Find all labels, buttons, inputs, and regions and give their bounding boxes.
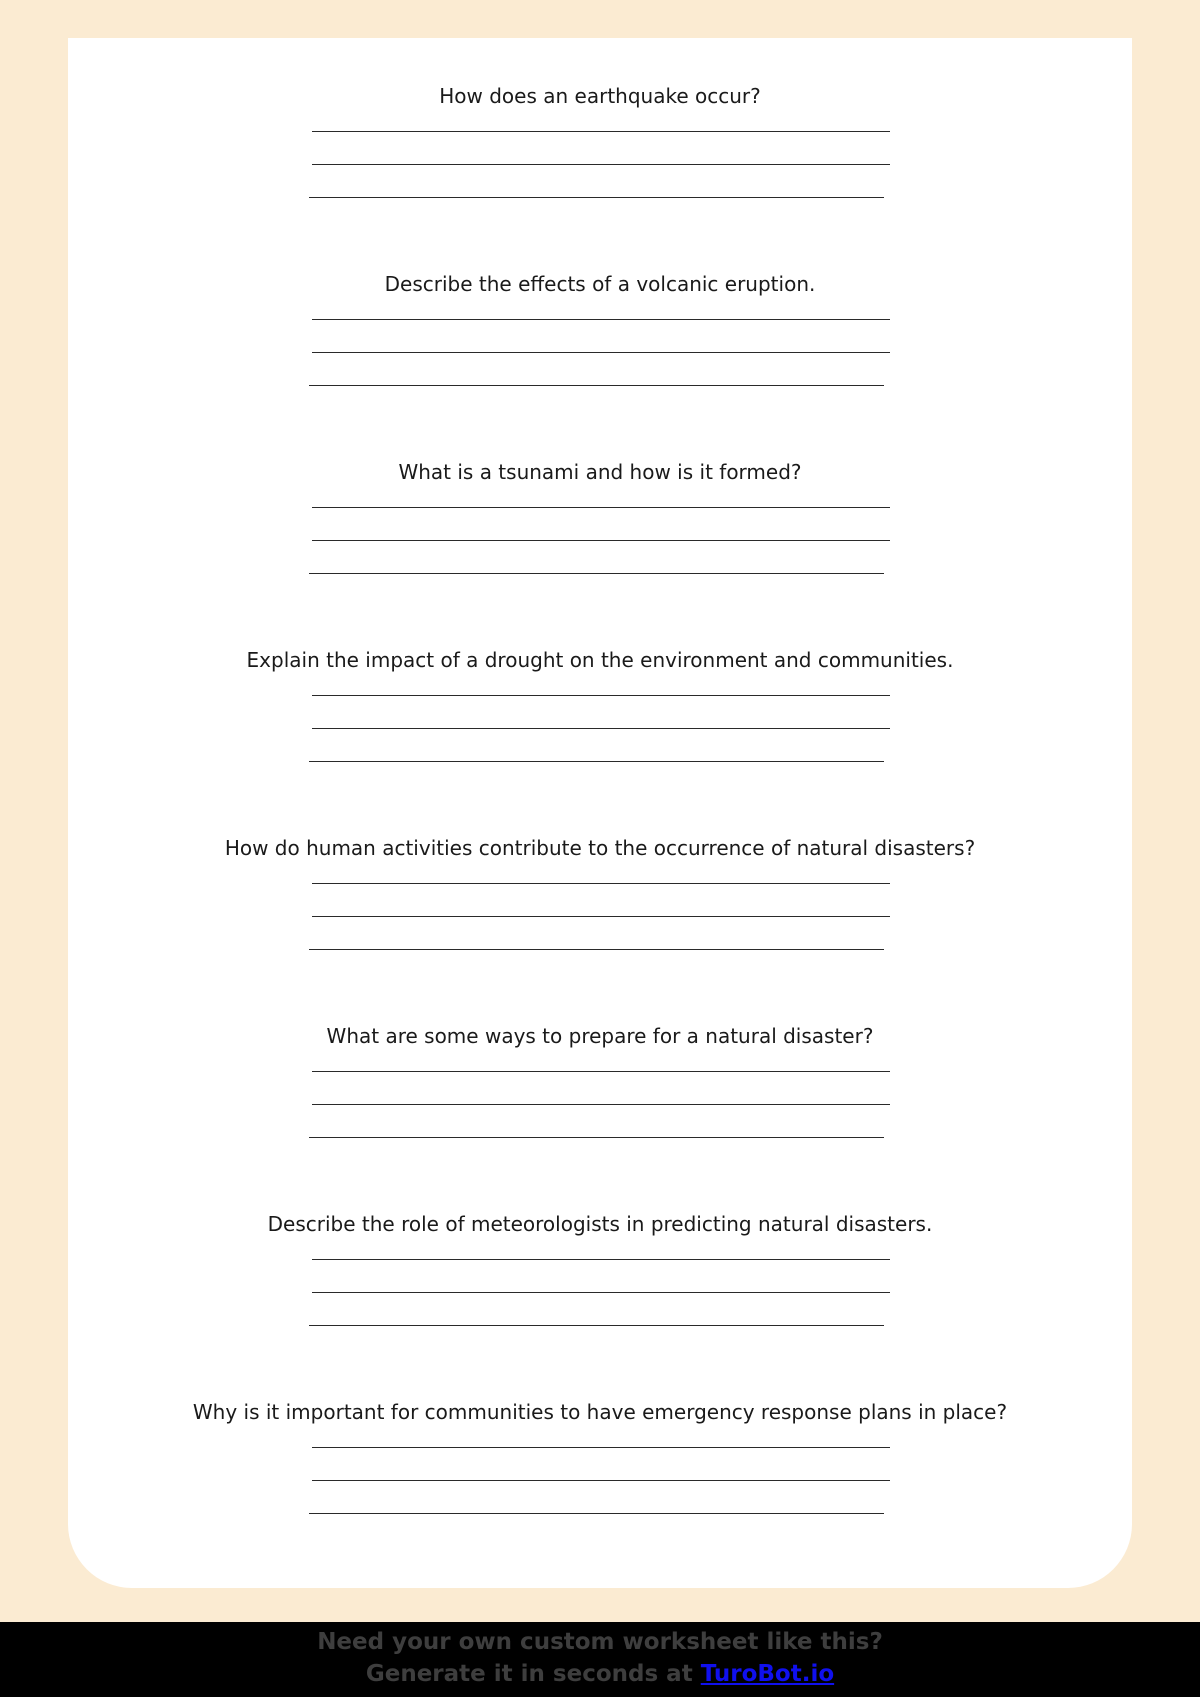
answer-line [309, 1513, 884, 1514]
answer-line [312, 352, 890, 353]
worksheet-sheet [68, 38, 1132, 1588]
answer-line [312, 164, 890, 165]
question-block [68, 1400, 1132, 1424]
answer-line [312, 1480, 890, 1481]
promo-footer [0, 1622, 1200, 1697]
answer-line [312, 507, 890, 508]
answer-line [312, 728, 890, 729]
answer-line [309, 1325, 884, 1326]
answer-line [312, 1292, 890, 1293]
question-text: Why is it important for communities to have emergency response plans in place? [192, 1400, 1008, 1424]
answer-line [312, 540, 890, 541]
answer-line [309, 1137, 884, 1138]
answer-line [312, 916, 890, 917]
answer-line [309, 385, 884, 386]
answer-line [309, 761, 884, 762]
answer-line [312, 1447, 890, 1448]
footer-promo-text: Need your own custom worksheet like this? [317, 1629, 883, 1655]
footer-cta-line [0, 1658, 1200, 1690]
question-text: How do human activities contribute to the occurrence of natural disasters? [224, 836, 976, 860]
answer-line [312, 1104, 890, 1105]
question-block [68, 84, 1132, 108]
answer-line [312, 319, 890, 320]
question-text: What is a tsunami and how is it formed? [398, 460, 802, 484]
question-text: Describe the role of meteorologists in predicting natural disasters. [267, 1212, 933, 1236]
question-text: How does an earthquake occur? [439, 84, 761, 108]
question-text: Describe the effects of a volcanic eruption. [384, 272, 816, 296]
question-text: What are some ways to prepare for a natural disaster? [326, 1024, 874, 1048]
answer-line [309, 197, 884, 198]
answer-line [312, 1071, 890, 1072]
answer-line [312, 883, 890, 884]
answer-line [312, 131, 890, 132]
question-text: Explain the impact of a drought on the environment and communities. [246, 648, 954, 672]
question-block [68, 1212, 1132, 1236]
answer-line [309, 573, 884, 574]
footer-cta-prefix: Generate it in seconds at [365, 1661, 701, 1687]
question-block [68, 460, 1132, 484]
question-block [68, 272, 1132, 296]
answer-line [312, 695, 890, 696]
answer-line [312, 1259, 890, 1260]
question-block [68, 648, 1132, 672]
question-block [68, 1024, 1132, 1048]
question-block [68, 836, 1132, 860]
answer-line [309, 949, 884, 950]
turobot-link[interactable]: TuroBot.io [700, 1661, 835, 1687]
